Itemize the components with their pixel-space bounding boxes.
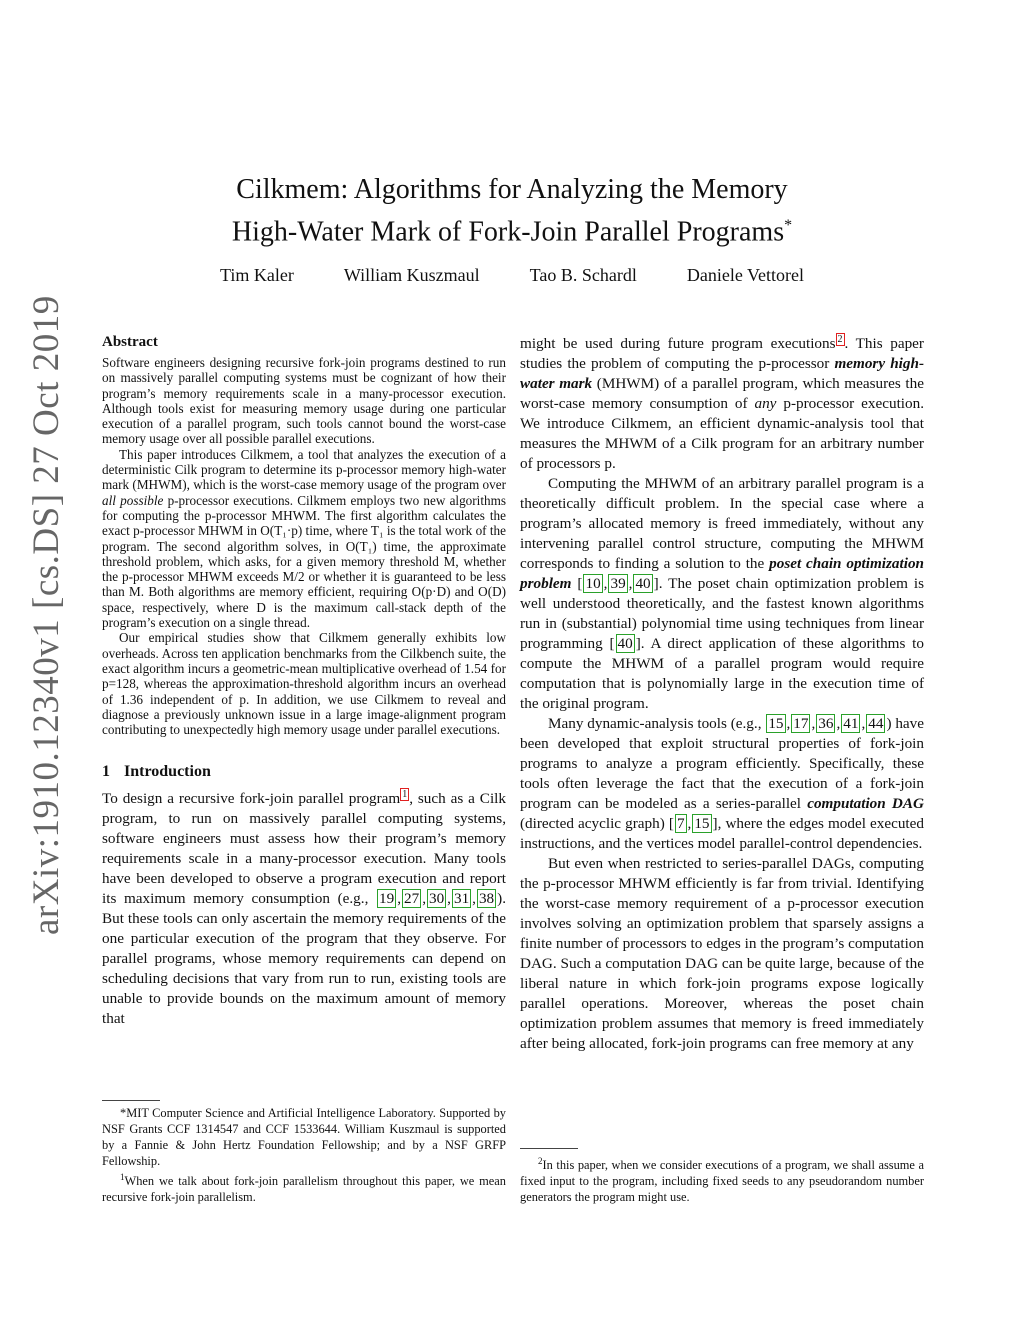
abstract [102,334,506,737]
citation-link[interactable]: 15 [694,815,710,832]
title-line-2: High-Water Mark of Fork-Join Parallel Programs [231,216,785,248]
body-paragraph: To design a recursive fork-join parallel program $^1$ , such as a Cilk program, to run on massively parallel computing systems, software engineers must assess how their program’s memory requirements scale in a many-processor execution. Many tools have been developed to observe a program execution and report its maximum memory consumption (e.g., 19 , 27 , 30 , 31 , 38 ). But these tools can only ascertain the memory requirements of the one particular execution of the program that they observe. For parallel programs, whose memory requirements can depend on scheduling decisions that vary from run to run, existing tools are unable to provide bounds on the maximum amount of memory that [102,789,506,1028]
author: William Kuszmaul [343,265,480,285]
citation-link[interactable]: 10 [585,575,601,592]
citation-link[interactable]: 31 [453,890,470,908]
introduction-body-continued [520,334,924,1054]
author: Tim Kaler [220,265,294,285]
author: Daniele Vettorel [686,265,804,285]
citation-link[interactable]: 19 [379,890,395,908]
abstract-paragraph: Software engineers designing recursive fork-join programs destined to run on massively parallel computing systems must be cognizant of how their program’s memory requirements scale in a many-processor execution. Although tools exist for measuring memory usage during one particular execution of a parallel program, such tools cannot bound the worst-case memory usage over all possible parallel executions. [102,355,506,447]
section-heading-introduction: 1 Introduction [102,763,211,781]
citation-link[interactable]: 38 [478,890,495,908]
footnote-rule [102,1100,160,1101]
body-paragraph: But even when restricted to series-parallel DAGs, computing the p-processor MHWM efficiently is far from trivial. Identifying the worst-case memory requirement of a p-processor execution involves solving an optimization problem that sparsely assigns a finite number of processors to edges in the program’s computation DAG. Such a computation DAG can be quite large, because of the liberal nature in which fork-join programs expose logically parallel operations. Moreover, whereas the poset chain optimization problem assumes that memory is freed immediately after being allocated, fork-join programs can free memory at any [520,855,924,1052]
left-column [102,334,506,1029]
author: Tao B. Schardl [529,265,637,285]
title-footnote-mark: * [784,217,793,234]
citation-link[interactable]: 36 [818,715,834,732]
citation-link[interactable]: 7 [676,815,685,832]
citation-link[interactable]: 40 [617,635,633,652]
footnotes-left [102,1100,506,1205]
abstract-paragraph: Our empirical studies show that Cilkmem generally exhibits low overheads. Across ten application benchmarks from the Cilkbench suite, the exact algorithm incurs a geometric-mean multiplicative overhead of 1.54 for p=128, whereas the approximation-threshold algorithm incurs an overhead of 1.36 independent of p. In addition, we use Cilkmem to reveal and diagnose a previously unknown issue in a large image-alignment program contributing to unexpectedly high memory usage under parallel executions. [102,630,506,738]
citation-link[interactable]: 30 [428,890,445,908]
footnote-link[interactable]: 2 [837,333,843,345]
citation-link[interactable]: 44 [868,715,884,732]
citation-link[interactable]: 27 [404,890,420,908]
footnote-link[interactable]: 1 [402,789,408,801]
citation-link[interactable]: 40 [635,575,651,592]
footnotes-right [520,1148,924,1205]
footnote-affiliation: *MIT Computer Science and Artificial Intelligence Laboratory. Supported by NSF Grants CCF 1314547 and CCF 1533644. William Kuszmaul is supported by a Fannie & John Hertz Foundation Fellowship; and by a NSF GRFP Fellowship. [102,1106,506,1168]
body-paragraph: might be used during future program executions $^2$ . This paper studies the problem of computing the p-processor memory high-water mark (MHWM) of a parallel program, which measures the worst-case memory consumption of any p-processor execution. We introduce Cilkmem, an efficient dynamic-analysis tool that measures the MHWM of a Cilk program for an arbitrary number of processors p. [520,333,925,472]
introduction-body [102,789,506,1029]
arxiv-identifier: arXiv:1910.12340v1 [cs.DS] 27 Oct 2019 [26,295,67,935]
paper-title [110,172,914,250]
body-paragraph: Computing the MHWM of an arbitrary parallel program is a theoretically difficult problem. In the special case where a program’s allocated memory is freed immediately, without any intervening parallel control structure, computing the MHWM corresponds to finding a solution to the poset chain optimization problem [ 10 , 39 , 40 ]. The poset chain optimization problem is well understood theoretically, and the fastest known algorithms run in (substantial) polynomial time using techniques from linear programming [ 40 ]. A direct application of these algorithms to compute the MHWM of a parallel program would require computation that is polynomially large in the execution time of the original program. [520,475,925,712]
citation-link[interactable]: 15 [768,715,784,732]
abstract-heading: Abstract [102,334,158,350]
citation-link[interactable]: 17 [793,715,809,732]
body-paragraph: Many dynamic-analysis tools (e.g., 15 , 17 , 36 , 41 , 44 ) have been developed that exploit structural properties of fork-join programs to analyze a program efficiently. Specifically, these tools often leverage the fact that the execution of a fork-join program can be modeled as a series-parallel computation DAG (directed acyclic graph) [ 7 , 15 ], where the edges model executed instructions, and the vertices model parallel-control dependencies. [520,715,924,852]
abstract-paragraph: This paper introduces Cilkmem, a tool that analyzes the execution of a deterministic Cilk program to determine its p-processor memory high-water mark (MHWM), which is the worst-case memory usage of the program over all possible p-processor executions. Cilkmem employs two new algorithms for computing the p-processor MHWM. The first algorithm calculates the exact p-processor MHWM in O(T₁·p) time, where T₁ is the total work of the program. The second algorithm solves, in O(T₁) time, the approximate threshold problem, which asks, for a given memory threshold M, whether the p-processor MHWM exceeds M/2 or whether it is guaranteed to be less than M. Both algorithms are memory efficient, requiring O(p·D) and O(D) space, respectively, where D is the maximum call-stack depth of the program’s execution on a single thread. [102,446,506,631]
title-line-1: Cilkmem: Algorithms for Analyzing the Memory [236,174,788,205]
footnote: $^1$When we talk about fork-join parallelism throughout this paper, we mean recursive fork-join parallelism. [102,1172,506,1205]
footnote: $^2$In this paper, when we consider executions of a program, we shall assume a fixed input to the program, including fixed seeds to any pseudorandom number generators the program might use. [520,1156,924,1205]
citation-link[interactable]: 39 [610,575,626,592]
citation-link[interactable]: 41 [843,715,859,732]
footnote-rule [520,1148,578,1149]
right-column [520,334,924,1054]
author-list [110,265,914,286]
